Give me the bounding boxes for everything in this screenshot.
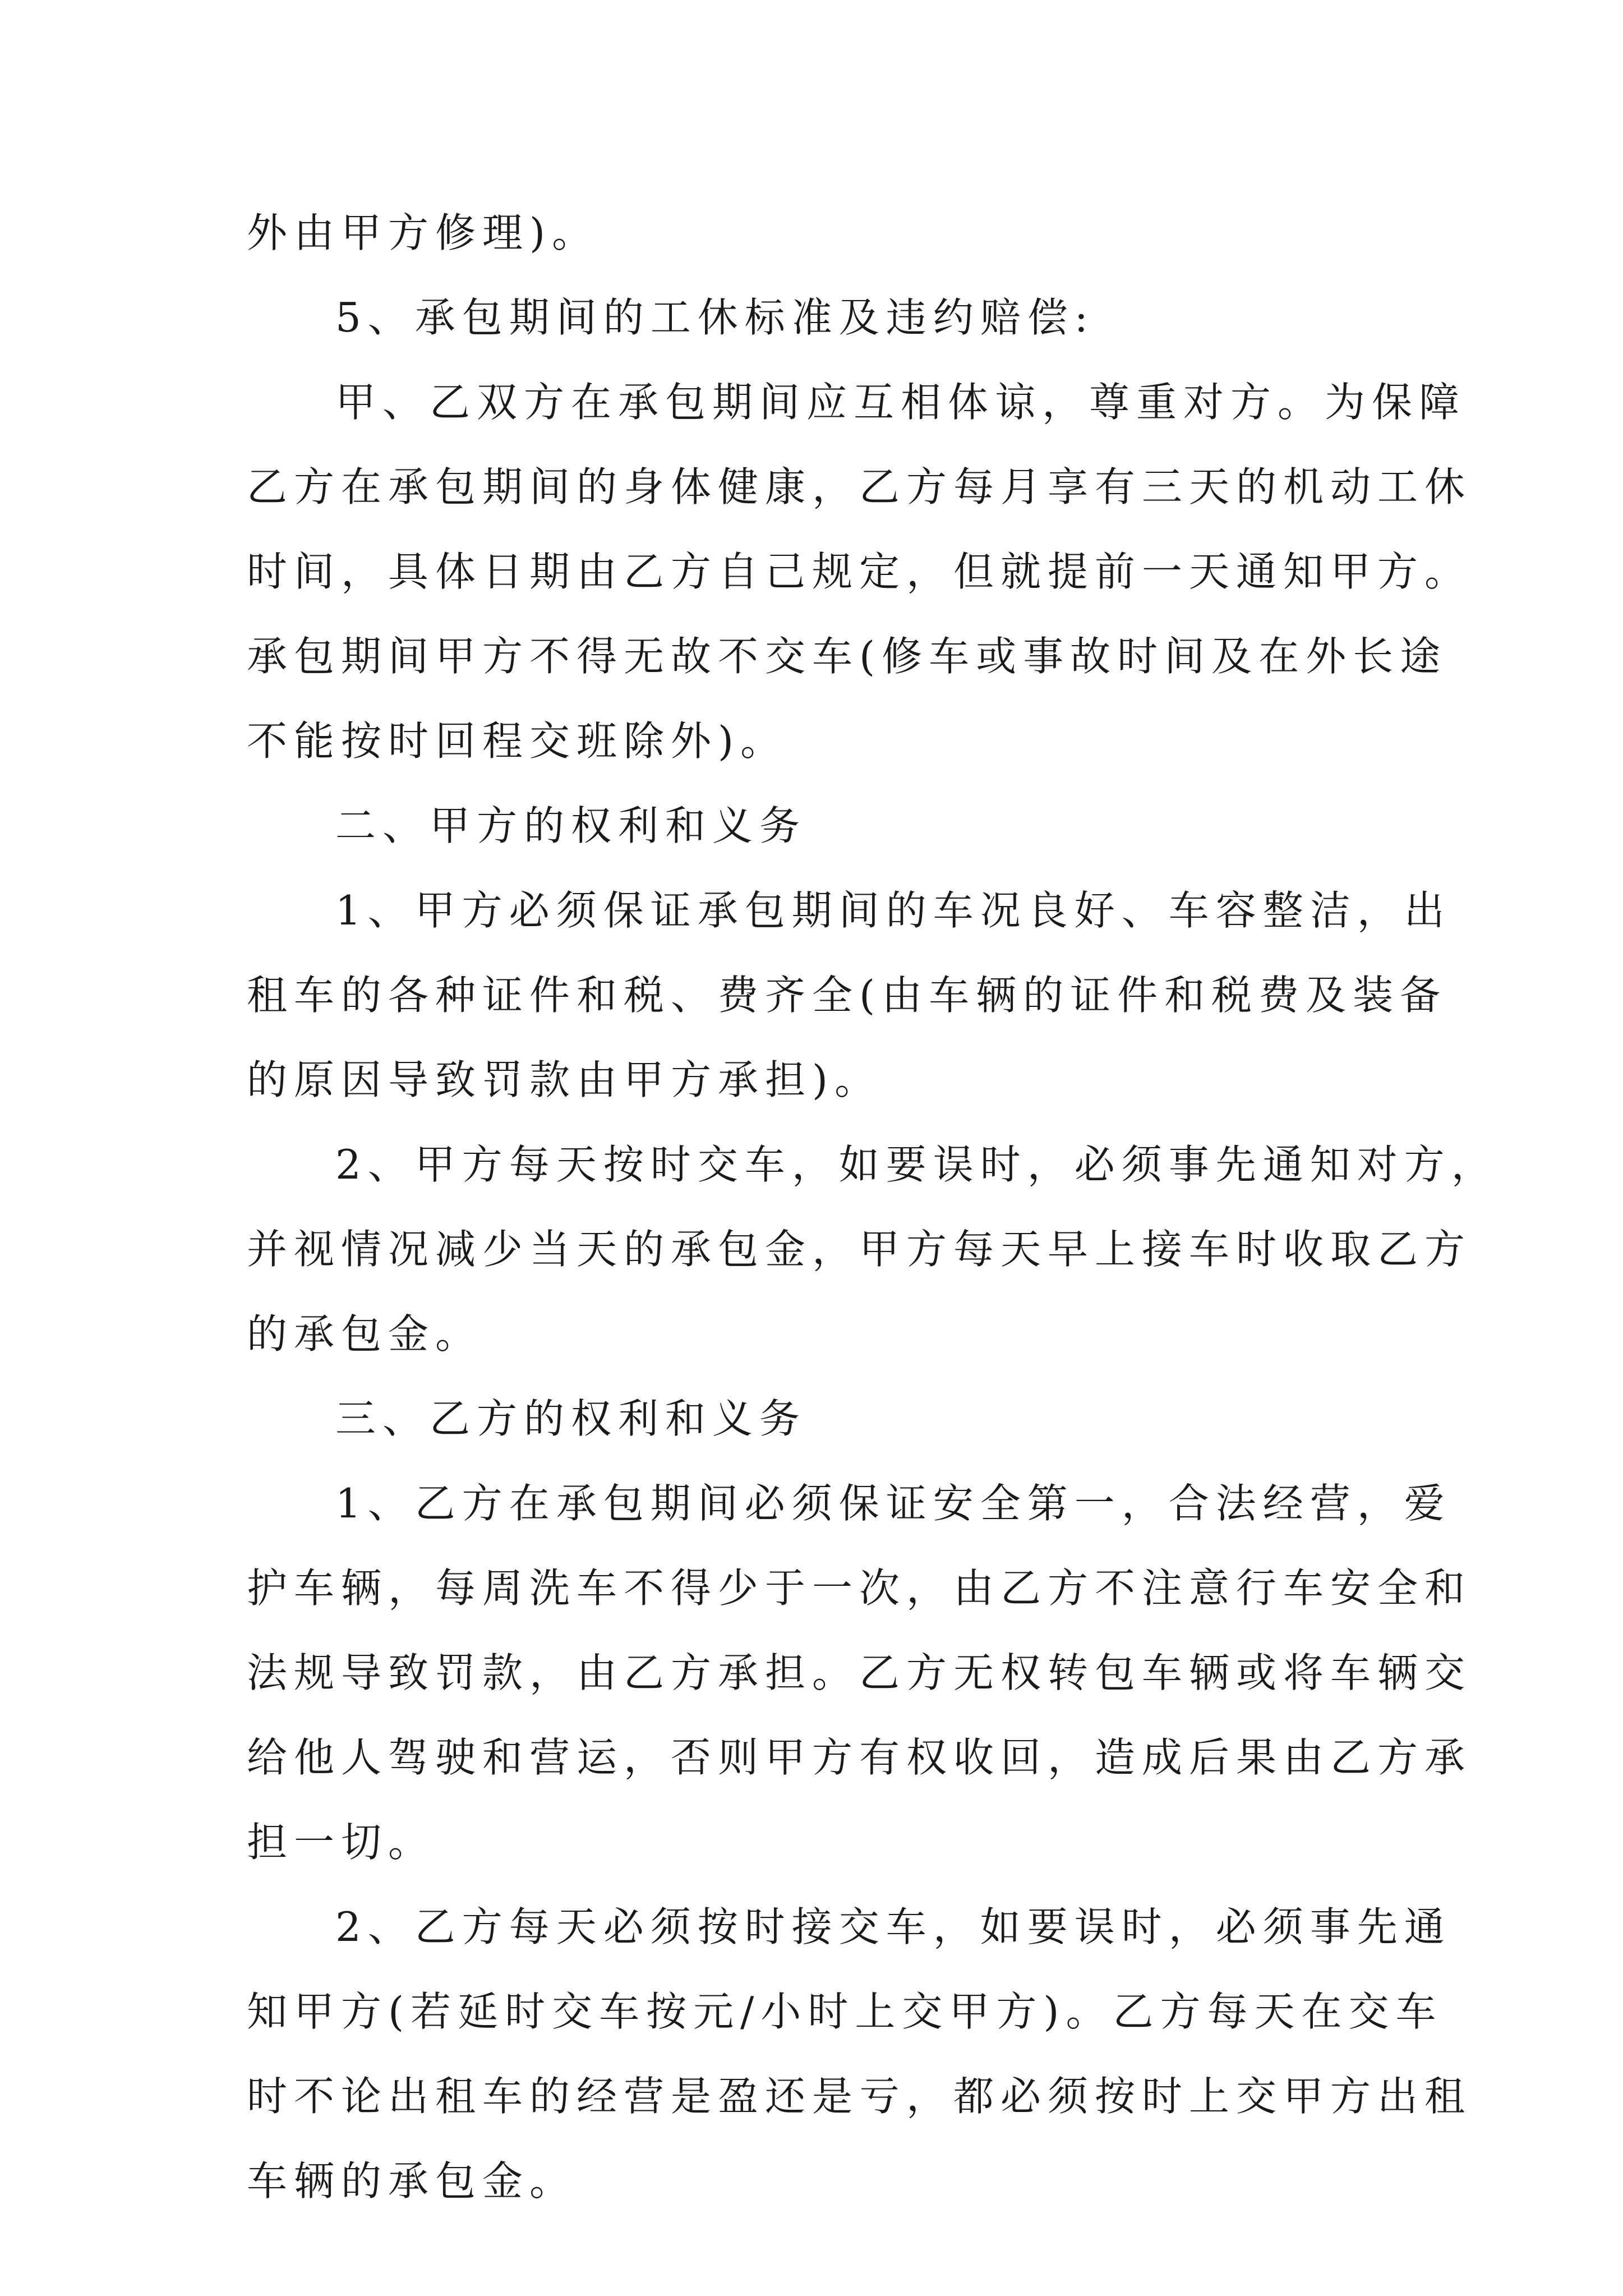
text-line: 车辆的承包金。	[247, 2157, 577, 2205]
text-line: 法规导致罚款，由乙方承担。乙方无权转包车辆或将车辆交	[247, 1649, 1472, 1696]
text-line: 乙方在承包期间的身体健康，乙方每月享有三天的机动工休	[247, 463, 1472, 510]
text-line: 甲、乙双方在承包期间应互相体谅，尊重对方。为保障	[335, 379, 1467, 426]
section-heading: 二、甲方的权利和义务	[335, 802, 807, 849]
text-line: 1、乙方在承包期间必须保证安全第一，合法经营，爱	[335, 1480, 1451, 1527]
text-line: 2、甲方每天按时交车，如要误时，必须事先通知对方，	[335, 1141, 1498, 1188]
text-line: 1、甲方必须保证承包期间的车况良好、车容整洁，出	[335, 887, 1451, 934]
text-line: 时不论出租车的经营是盈还是亏，都必须按时上交甲方出租	[247, 2073, 1472, 2120]
text-line: 的原因导致罚款由甲方承担)。	[247, 1056, 882, 1103]
text-line: 并视情况减少当天的承包金，甲方每天早上接车时收取乙方	[247, 1226, 1472, 1273]
text-line: 给他人驾驶和营运，否则甲方有权收回，造成后果由乙方承	[247, 1734, 1472, 1781]
section-heading: 三、乙方的权利和义务	[335, 1395, 807, 1442]
text-line: 护车辆，每周洗车不得少于一次，由乙方不注意行车安全和	[247, 1565, 1472, 1612]
text-line: 5、承包期间的工休标准及违约赔偿:	[335, 294, 1095, 341]
text-line: 的承包金。	[247, 1310, 483, 1358]
text-line: 外由甲方修理)。	[247, 209, 600, 256]
text-line: 承包期间甲方不得无故不交车(修车或事故时间及在外长途	[247, 633, 1447, 680]
document-body	[247, 191, 1498, 2224]
text-line: 不能按时回程交班除外)。	[247, 717, 788, 765]
text-line: 知甲方(若延时交车按元/小时上交甲方)。乙方每天在交车	[247, 1988, 1443, 2035]
text-line: 时间，具体日期由乙方自己规定，但就提前一天通知甲方。	[247, 548, 1472, 595]
text-line: 2、乙方每天必须按时接交车，如要误时，必须事先通	[335, 1903, 1451, 1950]
text-line: 担一切。	[247, 1819, 436, 1866]
text-line: 租车的各种证件和税、费齐全(由车辆的证件和税费及装备	[247, 972, 1447, 1019]
